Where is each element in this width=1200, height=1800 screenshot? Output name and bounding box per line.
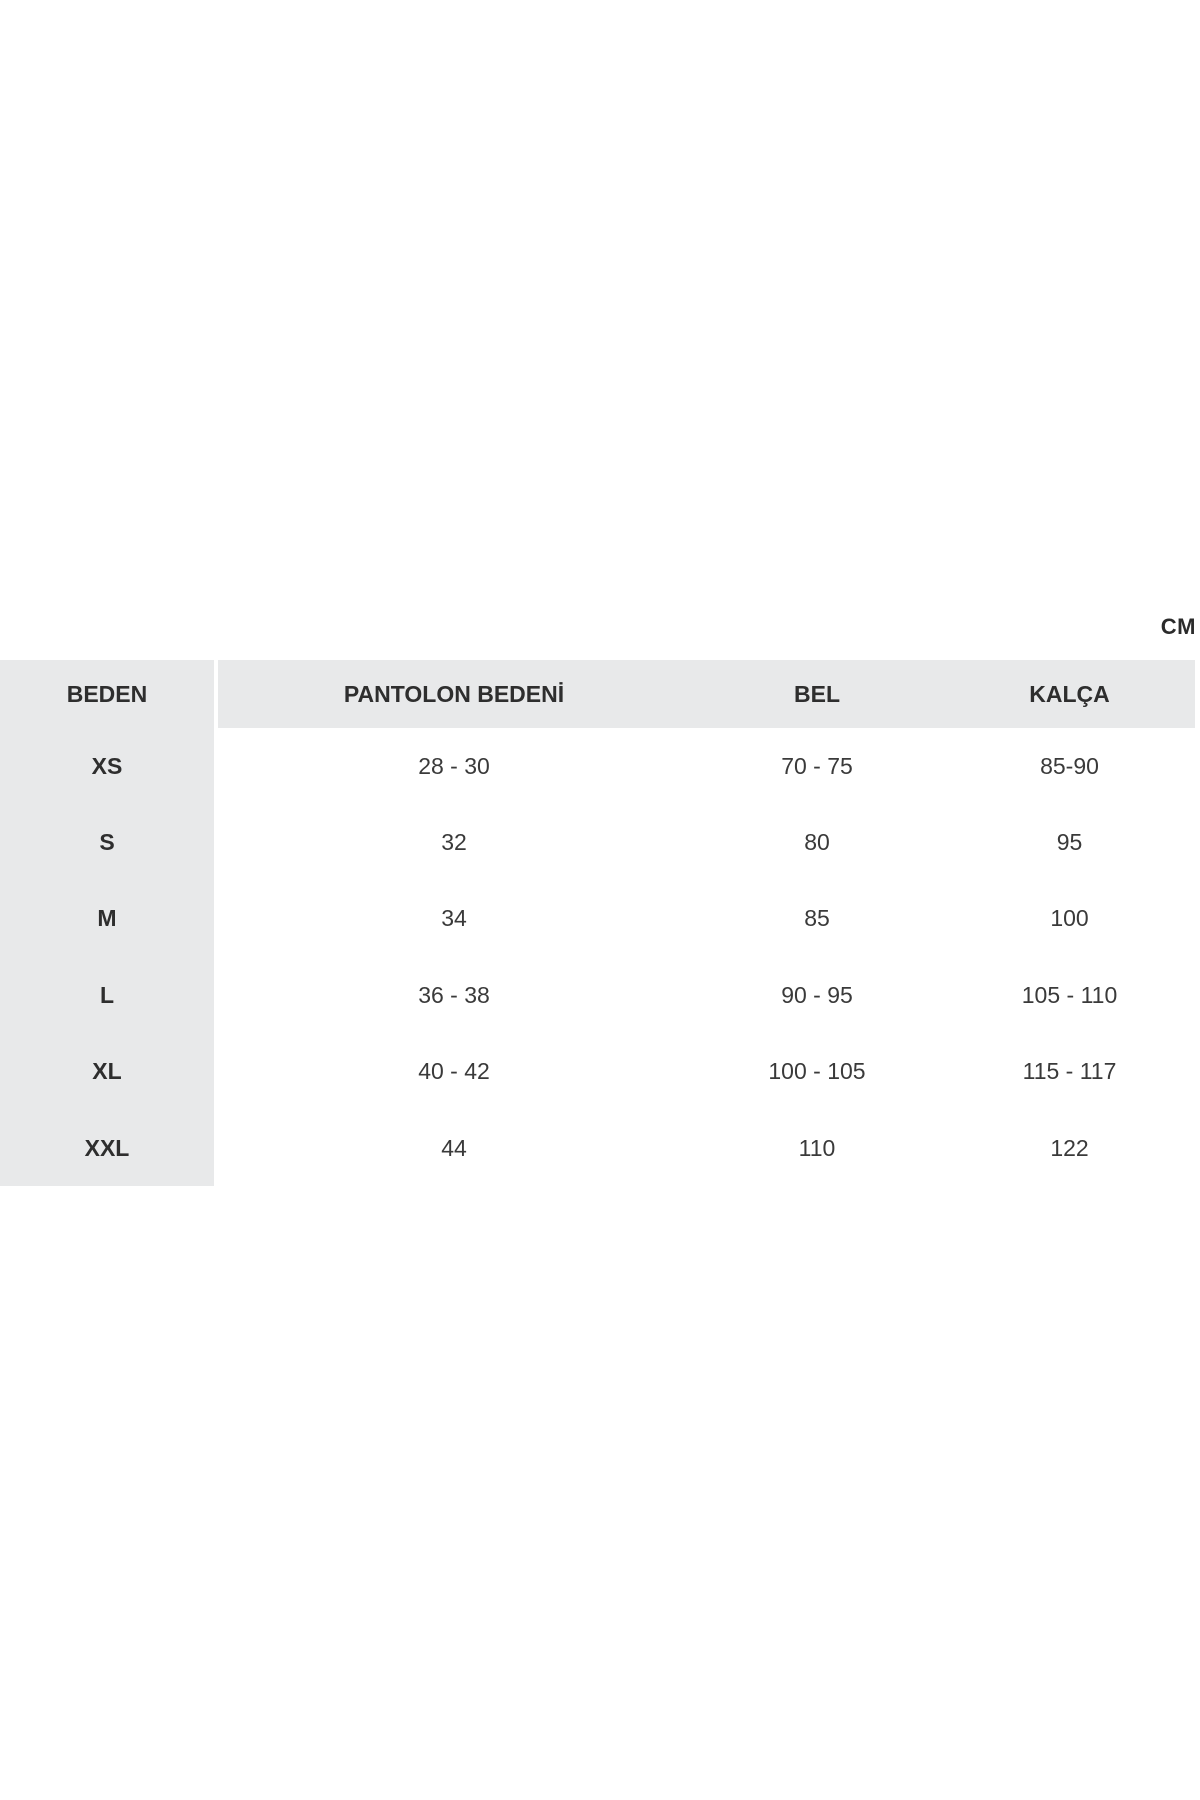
hip-cell: 115 - 117 bbox=[1022, 1058, 1117, 1085]
header-size: BEDEN bbox=[0, 660, 216, 728]
size-cell: M bbox=[0, 881, 216, 957]
waist-cell: 110 bbox=[798, 1134, 836, 1161]
pants-size-cell: 40 - 42 bbox=[418, 1058, 490, 1085]
pants-size-cell: 44 bbox=[441, 1134, 467, 1161]
hip-cell: 100 bbox=[1050, 905, 1089, 932]
hip-cell: 85-90 bbox=[1040, 752, 1099, 779]
pants-size-cell: 36 - 38 bbox=[418, 981, 490, 1008]
header-waist: BEL bbox=[690, 660, 944, 728]
waist-cell: 85 bbox=[804, 905, 830, 932]
table-row bbox=[0, 1034, 1195, 1110]
unit-label: CM bbox=[1160, 614, 1196, 639]
size-cell: XS bbox=[0, 728, 216, 804]
table-row bbox=[0, 728, 1195, 804]
waist-cell: 80 bbox=[804, 829, 830, 856]
waist-cell: 100 - 105 bbox=[768, 1058, 866, 1085]
pants-size-cell: 28 - 30 bbox=[418, 752, 490, 779]
hip-cell: 95 bbox=[1056, 829, 1083, 856]
size-cell: S bbox=[0, 804, 216, 880]
table-row bbox=[0, 804, 1195, 880]
size-cell: L bbox=[0, 957, 216, 1033]
table-row bbox=[0, 881, 1195, 957]
header-hip: KALÇA bbox=[944, 660, 1195, 728]
hip-cell: 122 bbox=[1050, 1134, 1089, 1161]
waist-cell: 70 - 75 bbox=[781, 752, 853, 779]
table-row bbox=[0, 957, 1195, 1033]
table-row bbox=[0, 1110, 1195, 1186]
waist-cell: 90 - 95 bbox=[781, 981, 853, 1008]
pants-size-cell: 34 bbox=[441, 905, 467, 932]
hip-cell: 105 - 110 bbox=[1021, 981, 1118, 1008]
header-pants-size: PANTOLON BEDENİ bbox=[216, 660, 690, 728]
size-cell: XXL bbox=[0, 1110, 216, 1186]
table-header-row bbox=[0, 660, 1195, 728]
pants-size-cell: 32 bbox=[441, 829, 467, 856]
size-cell: XL bbox=[0, 1034, 216, 1110]
size-chart-table bbox=[0, 660, 1195, 1186]
